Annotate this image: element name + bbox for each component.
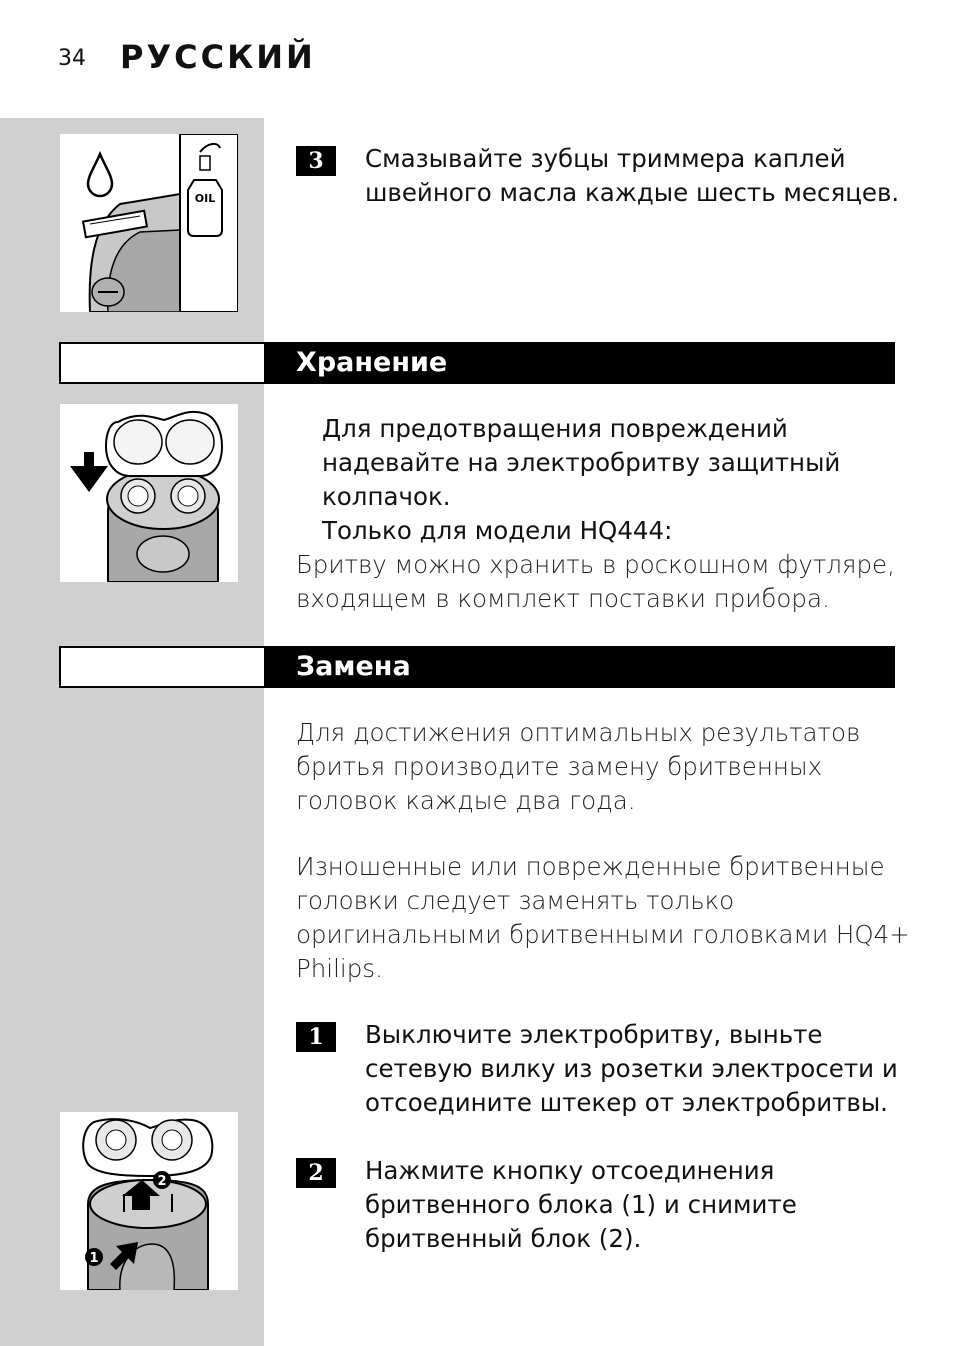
section-storage-bar xyxy=(59,342,895,384)
step-1-text: Выключите электробритву, выньте сетевую вилку из розетки электросети и отсоедините штекер от электробритвы. xyxy=(365,1020,898,1117)
notch xyxy=(238,138,264,174)
page-number: 34 xyxy=(58,46,86,71)
remove-shaving-unit-drawing xyxy=(60,1112,238,1290)
section-storage-title: Хранение xyxy=(296,347,448,378)
marker-1: 1 xyxy=(89,1251,99,1266)
step-2-text: Нажмите кнопку отсоединения бритвенного блока (1) и снимите бритвенный блок (2). xyxy=(365,1156,797,1253)
section-replacement-title: Замена xyxy=(296,651,411,682)
storage-text-3: Бритву можно хранить в роскошном футляре, входящем в комплект поставки прибора. xyxy=(296,550,895,613)
step-1-badge: 1 xyxy=(296,1022,336,1052)
notch xyxy=(238,408,264,444)
remove-shaving-unit-illustration xyxy=(60,1112,238,1290)
step-3-badge: 3 xyxy=(296,146,336,176)
language-title: РУССКИЙ xyxy=(120,38,316,76)
protective-cap-illustration xyxy=(60,404,238,582)
marker-2: 2 xyxy=(157,1174,167,1189)
oil-trimmer-illustration xyxy=(60,134,238,312)
section-replacement-bar xyxy=(59,646,895,688)
replacement-para-1: Для достижения оптимальных результатов бритья производите замену бритвенных головок каждые два года. xyxy=(296,718,861,815)
storage-text-1: Для предотвращения повреждений надевайте на электробритву защитный колпачок. xyxy=(322,414,841,511)
replacement-para-2: Изношенные или поврежденные бритвенные головки следует заменять только оригинальными бритвенными головками HQ4+ Philips. xyxy=(296,852,910,983)
notch xyxy=(238,1152,264,1188)
protective-cap-drawing xyxy=(60,404,238,582)
oil-label: OIL xyxy=(194,192,216,205)
step-3-text: Смазывайте зубцы триммера каплей швейного масла каждые шесть месяцев. xyxy=(365,144,900,207)
storage-text-2: Только для модели HQ444: xyxy=(322,516,673,545)
oil-trimmer-drawing xyxy=(60,134,238,312)
step-2-badge: 2 xyxy=(296,1158,336,1188)
